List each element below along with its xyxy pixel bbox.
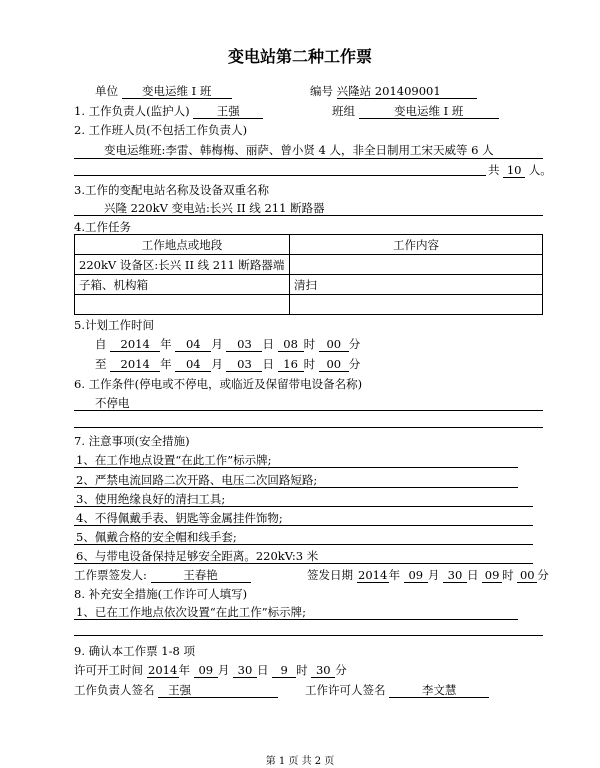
table-row [75,275,543,295]
unit-label: 单位 [95,84,118,98]
permit-hour: 9 [272,663,296,678]
crew-underline-2 [74,175,486,176]
month-unit: 月 [211,337,223,351]
to-minute: 00 [319,357,349,372]
day-unit: 日 [262,357,274,371]
minute-unit: 分 [537,568,549,582]
to-month: 04 [175,357,211,372]
day-unit: 日 [262,337,274,351]
from-year: 2014 [110,337,160,352]
minute-unit: 分 [335,663,347,677]
from-day: 03 [226,337,262,352]
condition-underline-2 [74,427,543,428]
month-unit: 月 [427,568,440,582]
number-label: 编号 [310,84,333,98]
year-unit: 年 [178,663,191,677]
signer-label: 工作票签发人: [74,568,147,582]
row-place: 220kV 设备区:长兴 II 线 211 断路器端 [75,255,290,275]
table-header-row [75,235,543,255]
permit-person-name: 李文慧 [389,683,489,698]
permit-year: 2014 [148,663,178,677]
section-1-label: 1. 工作负责人(监护人) [74,104,190,118]
condition-underline [74,410,543,411]
crew-underline [74,158,543,159]
from-month: 04 [175,337,211,352]
unit-value: 变电运维 I 班 [122,84,232,99]
section-3-label: 3.工作的变配电站名称及设备双重名称 [74,183,269,197]
section-1 [74,104,263,119]
section-6-label: 6. 工作条件(停电或不停电，或临近及保留带电设备名称) [74,377,363,391]
permit-person-sign [305,683,489,698]
section-8-label: 8. 补充安全措施(工作许可人填写) [74,587,248,601]
leader-value: 王强 [193,104,263,119]
month-unit: 月 [217,663,230,677]
permit-time-label: 许可开工时间 [74,663,143,677]
year-unit: 年 [160,357,172,371]
from-label: 自 [95,337,107,351]
sign-month: 09 [404,568,428,583]
signer-field [74,568,251,583]
sign-hour: 09 [482,568,502,583]
to-year: 2014 [110,357,160,372]
extra-underline [74,635,543,636]
col-place-header: 工作地点或地段 [75,235,290,255]
hour-unit: 时 [296,663,308,677]
section-9-label: 9. 确认本工作票 1-8 项 [74,644,195,658]
hour-unit: 时 [303,337,316,351]
total-value: 10 [503,163,525,178]
signer-name: 王春艳 [151,568,251,583]
hour-unit: 时 [303,357,316,371]
year-unit: 年 [160,337,172,351]
crew-total [488,163,552,178]
col-content-header: 工作内容 [290,235,543,255]
row-place: 子箱、机构箱 [75,275,290,295]
row-place [75,295,290,315]
task-table [74,234,543,315]
sign-date-field [307,568,549,583]
table-row [75,295,543,315]
extra-measure-1: 1、已在工作地点依次设置“在此工作”标示牌; [74,605,518,620]
minute-unit: 分 [348,337,361,351]
month-unit: 月 [211,357,223,371]
to-hour: 16 [278,357,304,372]
to-day: 03 [226,357,262,372]
from-hour: 08 [278,337,304,352]
permit-month: 09 [194,663,218,678]
minute-unit: 分 [348,357,361,371]
section-4-label: 4.工作任务 [74,220,131,234]
row-content [290,255,543,275]
team-value: 变电运维 I 班 [359,104,499,119]
row-content [290,295,543,315]
unit-field [95,84,232,99]
year-unit: 年 [388,568,401,582]
table-row [75,255,543,275]
plan-from [95,337,360,352]
permit-person-label: 工作许可人签名 [305,683,386,697]
page-title: 变电站第二种工作票 [227,47,372,66]
safety-item-6: 6、与带电设备保持足够安全距离。220kV:3 米 [74,549,533,564]
safety-item-1: 1、在工作地点设置“在此工作”标示牌; [74,453,518,468]
safety-item-4: 4、不得佩戴手表、钥匙等金属挂件饰物; [74,511,533,526]
to-label: 至 [95,357,107,371]
leader-sign-name: 王强 [158,683,278,698]
total-prefix: 共 [488,163,500,177]
team-label: 班组 [332,104,355,118]
safety-item-3: 3、使用绝缘良好的清扫工具; [74,492,533,507]
sign-day: 30 [443,568,467,583]
total-suffix: 人。 [528,163,552,177]
permit-minute: 30 [311,663,335,678]
page-footer: 第 1 页 共 2 页 [265,756,335,767]
sign-date-label: 签发日期 [307,568,353,582]
leader-sign [74,683,278,698]
team-field [332,104,499,119]
condition-value: 不停电 [95,396,130,410]
plan-to [95,357,360,372]
sign-minute: 00 [517,568,537,583]
crew-text: 变电运维班:李雷、韩梅梅、丽萨、曾小贤 4 人，非全日制用工宋天威等 6 人 [104,143,494,157]
row-content: 清扫 [290,275,543,295]
safety-item-2: 2、严禁电流回路二次开路、电压二次回路短路; [74,473,518,488]
leader-sign-label: 工作负责人签名 [74,683,155,697]
station-value: 兴隆 220kV 变电站:长兴 II 线 211 断路器 [104,201,325,215]
number-value: 兴隆站 201409001 [337,84,477,99]
from-minute: 00 [319,337,349,352]
number-field [310,84,477,99]
section-2-label: 2. 工作班人员(不包括工作负责人) [74,123,248,137]
station-underline [74,215,543,216]
section-7-label: 7. 注意事项(安全措施) [74,434,190,448]
section-5-label: 5.计划工作时间 [74,318,154,332]
hour-unit: 时 [502,568,514,582]
day-unit: 日 [256,663,269,677]
sign-year: 2014 [358,568,388,582]
day-unit: 日 [466,568,479,582]
permit-day: 30 [233,663,257,678]
safety-item-5: 5、佩戴合格的安全帽和线手套; [74,530,533,545]
permit-time [74,663,347,678]
